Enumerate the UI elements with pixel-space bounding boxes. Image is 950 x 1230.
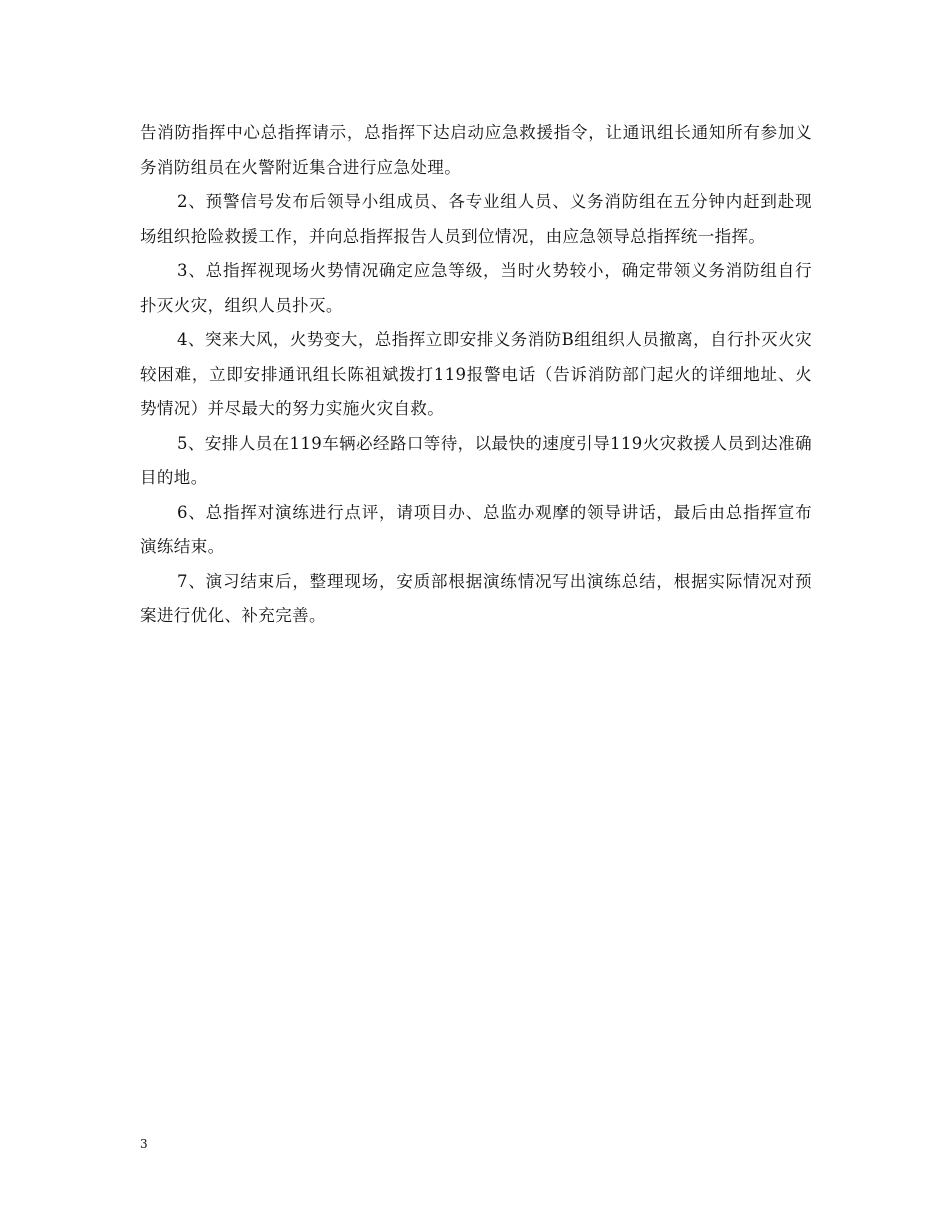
page-number: 3	[140, 1137, 148, 1151]
paragraph-step-7: 7、演习结束后，整理现场，安质部根据演练情况写出演练总结，根据实际情况对预案进行优化、补充完善。	[140, 571, 812, 625]
paragraph-step-3: 3、总指挥视现场火势情况确定应急等级，当时火势较小，确定带领义务消防组自行扑灭火灾，组织人员扑灭。	[140, 261, 812, 315]
paragraph-continuation: 告消防指挥中心总指挥请示，总指挥下达启动应急救援指令，让通讯组长通知所有参加义务消防组员在火警附近集合进行应急处理。	[140, 123, 812, 177]
paragraph-step-4: 4、突来大风，火势变大，总指挥立即安排义务消防B组组织人员撤离，自行扑灭火灾较困难，立即安排通讯组长陈祖斌拨打119报警电话（告诉消防部门起火的详细地址、火势情况）并尽最大的努力实施火灾自救。	[140, 330, 812, 418]
paragraph-step-6: 6、总指挥对演练进行点评，请项目办、总监办观摩的领导讲话，最后由总指挥宣布演练结束。	[140, 502, 812, 556]
paragraph-step-5: 5、安排人员在119车辆必经路口等待，以最快的速度引导119火灾救援人员到达准确目的地。	[140, 433, 812, 487]
document-body	[140, 116, 812, 634]
paragraph-step-2: 2、预警信号发布后领导小组成员、各专业组人员、义务消防组在五分钟内赶到赴现场组织抢险救援工作，并向总指挥报告人员到位情况，由应急领导总指挥统一指挥。	[140, 192, 812, 246]
